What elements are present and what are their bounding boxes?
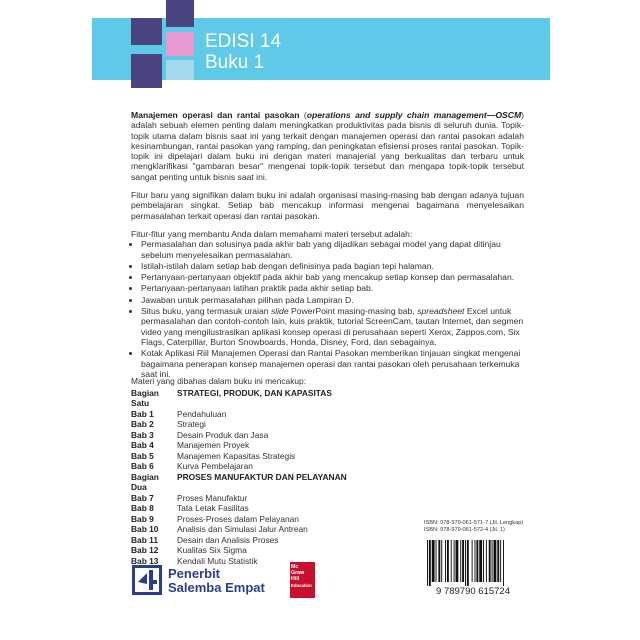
volume-label: Buku 1	[205, 52, 265, 73]
list-item: • Kotak Aplikasi Riil Manajemen Operasi dan Rantai Pasokan memberikan tinjauan singkat mengenai bagaimana penerapan konsep manajemen operasi dan rantai pasokan oleh perusahaan terkemuka saat ini.	[141, 348, 524, 379]
toc-code: Bab 4	[131, 440, 154, 450]
toc-chapter-row	[131, 461, 524, 472]
features-intro: Fitur-fitur yang membantu Anda dalam memahami materi tersebut adalah:	[131, 228, 413, 239]
barcode-bar	[429, 540, 431, 586]
toc-title: Kendali Mutu Statistik	[177, 555, 258, 566]
toc-part-row	[131, 388, 524, 409]
intro-paren: (	[299, 110, 307, 120]
situs-text: Excel untuk permasalahan dan contoh-contoh lain, kuis praktik, tutorial ScreenCam, tautan Internet, dan segmen video yang mengilustrasikan aplikasi konsep operasi di perusahaan seperti Xerox, Zappos.com, Six Flags, Caterpillar, Burton Snowboards, Honda, Disney, Ford, dan sebagainya.	[141, 306, 524, 347]
toc-chapter-row	[131, 430, 524, 441]
barcode-bar	[462, 540, 464, 582]
situs-spreadsheet: spreadsheet	[417, 306, 465, 317]
toc-code: Bab 13	[131, 555, 159, 566]
barcode-bar	[438, 540, 440, 582]
toc-code: Bab 9	[131, 513, 154, 524]
toc-title: Tata Letak Fasilitas	[177, 503, 249, 513]
barcode-bar	[492, 540, 493, 582]
list-item: • Jawaban untuk permasalahan pilihan pada Lampiran D.	[141, 295, 524, 305]
situs-text: PowerPoint masing-masing bab,	[288, 306, 418, 317]
toc-title: Desain dan Analisis Proses	[177, 534, 279, 545]
isbn-volume: ISBN: 978-979-061-572-4 (Jil. 1)	[424, 527, 505, 533]
barcode-bar	[456, 540, 459, 582]
intro-rest: ) adalah sebuah elemen penting dalam meningkatkan produktivitas pada bisnis di seluruh dunia. Topik-topik utama dalam bisnis saat ini yang terkait dengan manajemen operasi dan rantai pasokan adalah kesinambungan, rantai pasokan yang ramping, dan peningkatan efisiensi proses rantai pasokan. Topik-topik ini dipelajari dalam buku ini dengan materi manajerial yang berkualitas dan terbaru untuk mengklarifikasi "gambaran besar" mengenai topik-topik tersebut dan mengapa topik-topik tersebut sangat penting untuk bisnis saat ini.	[131, 110, 524, 182]
barcode-bar	[447, 540, 449, 582]
toc-title: Desain Produk dan Jasa	[177, 429, 269, 440]
publisher-logo-icon	[132, 565, 162, 595]
barcode-bar	[436, 540, 437, 582]
toc-title: Kurva Pembelajaran	[177, 461, 253, 471]
barcode-bar	[475, 540, 476, 582]
situs-slide: slide	[270, 306, 289, 317]
toc-code: Bab 11	[131, 534, 159, 545]
toc-code: Bab 12	[131, 545, 159, 555]
features-list	[131, 239, 524, 379]
intro-term: operations and supply chain management—OSCM	[306, 110, 522, 120]
barcode	[421, 538, 525, 596]
mcgraw-line3: Hill	[291, 576, 300, 583]
toc-chapter-row	[131, 419, 524, 430]
toc-code: Bab 1	[131, 408, 154, 419]
toc-title: Proses-Proses dalam Pelayanan	[177, 513, 299, 524]
barcode-bar	[486, 540, 487, 582]
isbn-complete: ISBN: 978-979-061-571-7 (Jil. Lengkap)	[424, 520, 524, 526]
toc-title: Manajemen Proyek	[177, 440, 250, 450]
barcode-bar	[441, 540, 442, 582]
barcode-bar	[451, 540, 452, 582]
mcgraw-line4: Education	[291, 582, 312, 588]
barcode-bar	[454, 540, 455, 582]
mcgraw-line1: Mc	[291, 564, 299, 570]
barcode-bar	[503, 540, 504, 586]
toc-chapter-row	[131, 409, 524, 420]
decor-square	[166, 32, 194, 56]
barcode-bar	[432, 540, 435, 582]
list-item: • Pertanyaan-pertanyaan objektif pada akhir bab yang mencakup setiap konsep dan permasalahan.	[141, 272, 524, 282]
publisher-line2: Salemba Empat	[168, 580, 265, 595]
toc-intro: Materi yang dibahas dalam buku ini mencakup:	[131, 376, 307, 386]
toc-title: PROSES MANUFAKTUR DAN PELAYANAN	[177, 471, 347, 482]
barcode-bar	[445, 540, 446, 582]
intro-lead: Manajemen operasi dan rantai pasokan	[131, 110, 300, 120]
toc-code: Bab 5	[131, 450, 154, 461]
toc-title: Analisis dan Simulasi Jalur Antrean	[177, 524, 308, 534]
decor-square	[166, 0, 194, 27]
toc-code: Bagian Satu	[131, 387, 159, 408]
toc-chapter-row	[131, 451, 524, 462]
toc-title: Pendahuluan	[177, 408, 227, 419]
back-cover-description	[131, 110, 524, 387]
toc-part-row	[131, 472, 524, 493]
list-item	[141, 306, 524, 347]
list-item: • Pertanyaan-pertanyaan latihan praktik pada akhir setiap bab.	[141, 283, 524, 293]
barcode-bar	[427, 540, 428, 586]
toc-code: Bab 10	[131, 524, 159, 534]
edition-title	[205, 31, 281, 73]
barcode-bar	[489, 540, 491, 582]
toc-title: Kualitas Six Sigma	[177, 545, 247, 555]
barcode-bar	[472, 540, 473, 582]
list-item: • Permasalahan dan solusinya pada akhir bab yang dijadikan sebagai model yang dapat ditinjau sebelum menyelesaikan permasalahan.	[141, 239, 524, 260]
toc-chapter-row	[131, 440, 524, 451]
toc-code: Bagian Dua	[131, 471, 159, 492]
toc-chapter-row	[131, 493, 524, 504]
toc-title: STRATEGI, PRODUK, DAN KAPASITAS	[177, 387, 332, 398]
features-paragraph: Fitur baru yang signifikan dalam buku ini adalah organisasi masing-masing bab dengan adanya tujuan pembelajaran singkat. Setiap bab mencakup informasi mengenai bagaimana menyelesaikan permasalahan terkait operasi dan rantai pasokan.	[131, 190, 524, 221]
intro-paragraph	[131, 110, 524, 182]
decor-square	[131, 54, 162, 88]
barcode-bar	[460, 540, 461, 582]
toc-code: Bab 6	[131, 461, 154, 471]
barcode-bar	[483, 540, 484, 582]
barcode-bar	[497, 540, 499, 582]
barcode-bar	[476, 540, 478, 582]
decor-square	[131, 18, 162, 45]
toc-code: Bab 7	[131, 492, 154, 503]
isbn-block	[424, 520, 523, 534]
edition-label: EDISI 14	[205, 31, 282, 52]
barcode-bar	[500, 540, 501, 582]
barcode-bar	[494, 540, 497, 582]
mcgraw-line2: Graw	[291, 570, 305, 577]
toc-code: Bab 8	[131, 503, 154, 513]
barcode-digits: 9 789790 615724	[436, 586, 510, 596]
barcode-bar	[479, 540, 482, 582]
decor-square	[166, 60, 194, 80]
publisher-line1: Penerbit	[168, 566, 221, 581]
toc-title: Strategi	[177, 419, 206, 429]
barcode-bar	[467, 540, 469, 586]
publisher-name	[168, 567, 265, 595]
toc-code: Bab 2	[131, 419, 154, 429]
toc-title: Proses Manufaktur	[177, 492, 248, 503]
barcode-bar	[465, 540, 466, 586]
mcgraw-hill-logo	[290, 562, 315, 598]
list-item: • Istilah-istilah dalam setiap bab dengan definisinya pada bagian tepi halaman.	[141, 261, 524, 271]
barcode-bars	[427, 540, 504, 586]
toc-title: Manajemen Kapasitas Strategis	[177, 450, 296, 461]
toc-code: Bab 3	[131, 429, 154, 440]
situs-text: Situs buku, yang termasuk uraian	[141, 306, 271, 317]
toc-chapter-row	[131, 503, 524, 514]
